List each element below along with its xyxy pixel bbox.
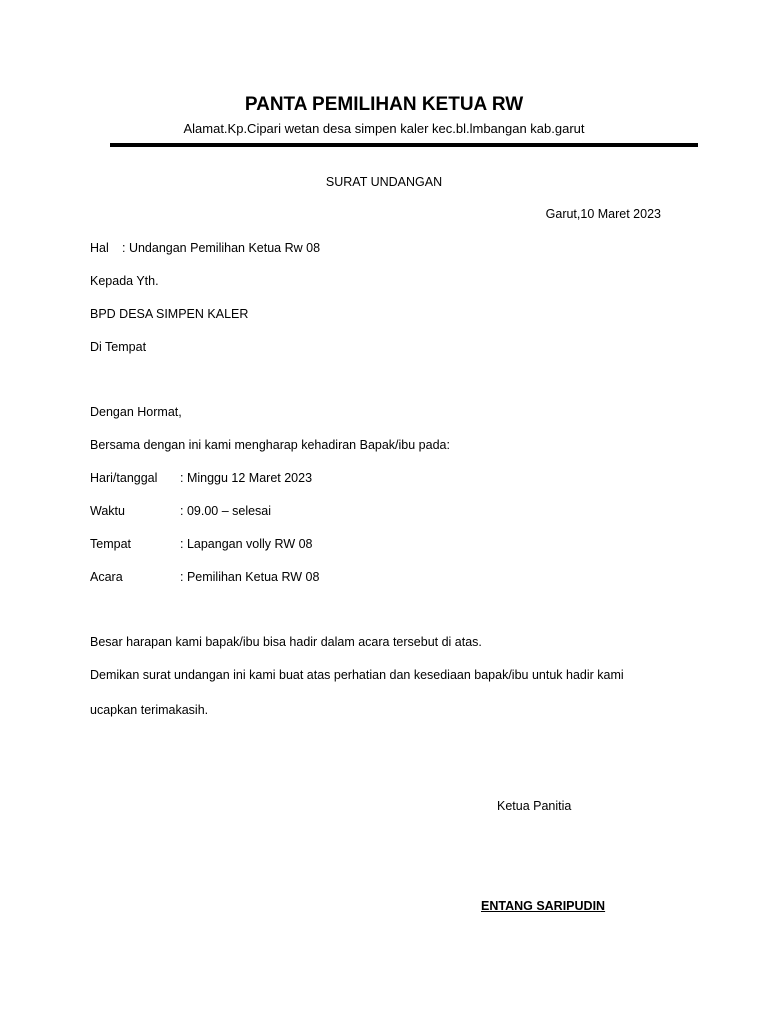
detail-label-time: Waktu xyxy=(90,504,125,518)
detail-label-date: Hari/tanggal xyxy=(90,471,158,485)
closing-paragraph-2: Demikan surat undangan ini kami buat atas perhatian dan kesediaan bapak/ibu untuk hadir kami xyxy=(90,668,624,682)
subject-label: Hal xyxy=(90,241,109,255)
letter-date: Garut,10 Maret 2023 xyxy=(545,207,661,221)
detail-label-event: Acara xyxy=(90,570,123,584)
detail-value-place: : Lapangan volly RW 08 xyxy=(180,537,313,551)
letterhead-address: Alamat.Kp.Cipari wetan desa simpen kaler kec.bl.lmbangan kab.garut xyxy=(183,121,585,136)
recipient-line-3: Di Tempat xyxy=(90,340,147,354)
letterhead-divider xyxy=(110,143,698,147)
recipient-line-1: Kepada Yth. xyxy=(90,274,159,288)
salutation: Dengan Hormat, xyxy=(90,405,182,419)
detail-value-date: : Minggu 12 Maret 2023 xyxy=(180,471,313,485)
intro-paragraph: Bersama dengan ini kami mengharap kehadiran Bapak/ibu pada: xyxy=(90,438,450,452)
closing-paragraph-3: ucapkan terimakasih. xyxy=(90,703,209,717)
letter-heading: SURAT UNDANGAN xyxy=(325,175,443,189)
detail-value-time: : 09.00 – selesai xyxy=(180,504,272,518)
recipient-line-2: BPD DESA SIMPEN KALER xyxy=(90,307,249,321)
subject-value: : Undangan Pemilihan Ketua Rw 08 xyxy=(122,241,321,255)
closing-paragraph-1: Besar harapan kami bapak/ibu bisa hadir dalam acara tersebut di atas. xyxy=(90,635,482,649)
signature-title: Ketua Panitia xyxy=(497,799,572,813)
signature-name: ENTANG SARIPUDIN xyxy=(481,899,606,913)
letterhead-title: PANTA PEMILIHAN KETUA RW xyxy=(244,94,524,115)
detail-value-event: : Pemilihan Ketua RW 08 xyxy=(180,570,320,584)
detail-label-place: Tempat xyxy=(90,537,131,551)
